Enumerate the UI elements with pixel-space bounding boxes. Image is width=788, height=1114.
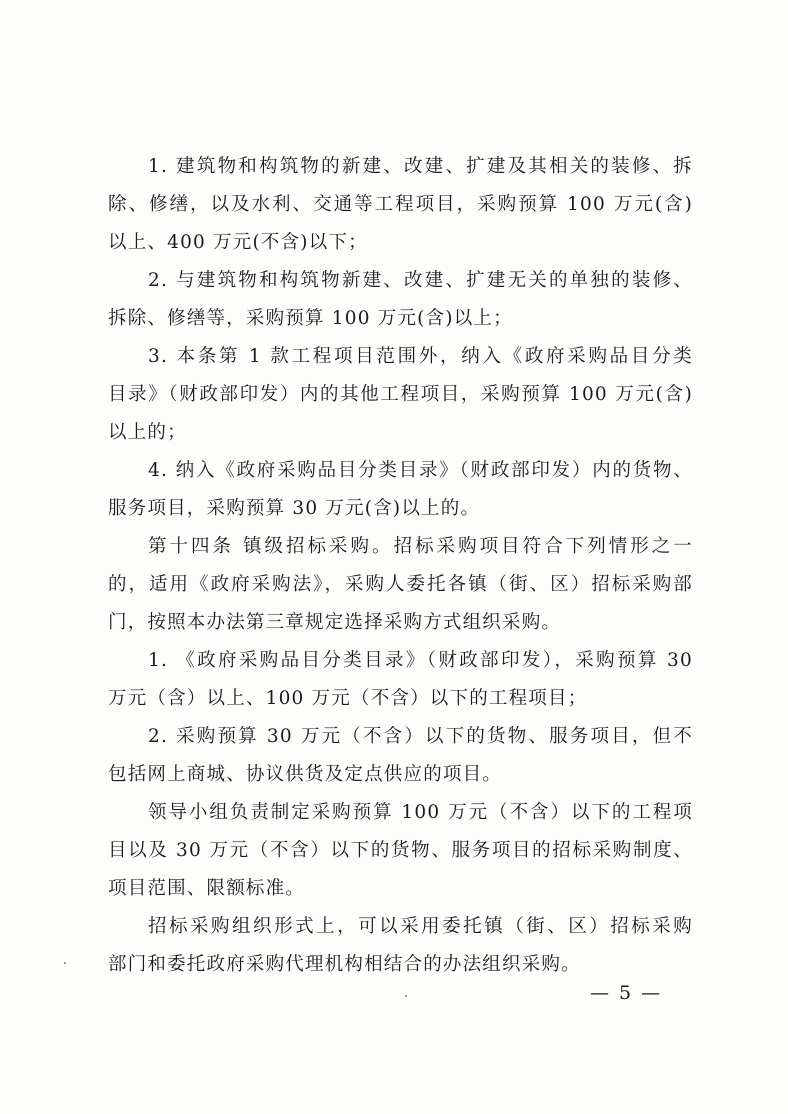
text-line: 除、修缮，以及水利、交通等工程项目，采购预算 100 万元(含) (108, 194, 693, 215)
organization-form-paragraph (108, 908, 693, 984)
text-line: 招标采购组织形式上，可以采用委托镇（街、区）招标采购 (148, 916, 693, 937)
text-line: 拆除、修缮等，采购预算 100 万元(含)以上； (108, 308, 513, 329)
page-number: — 5 — (590, 982, 663, 1004)
text-line: 万元（含）以上、100 万元（不含）以下的工程项目； (108, 688, 588, 709)
text-line: 目录》（财政部印发）内的其他工程项目，采购预算 100 万元(含) (108, 384, 694, 405)
text-line: 服务项目，采购预算 30 万元(含)以上的。 (108, 498, 481, 519)
text-line: 的，适用《政府采购法》，采购人委托各镇（街、区）招标采购部 (108, 574, 693, 595)
article-fourteen-item-2 (108, 718, 693, 794)
text-line: 1. 建筑物和构筑物的新建、改建、扩建及其相关的装修、拆 (148, 156, 693, 177)
text-line: 项目范围、限额标准。 (108, 878, 306, 899)
scan-speck (64, 962, 66, 964)
article-fourteen (108, 528, 693, 642)
text-line: 3. 本条第 1 款工程项目范围外，纳入《政府采购品目分类 (148, 346, 693, 367)
text-line: 以上的； (108, 422, 187, 443)
text-line: 以上、400 万元(不含)以下； (108, 232, 368, 253)
article-fourteen-item-1 (108, 642, 693, 718)
clause-item-2 (108, 262, 693, 338)
text-line: 2. 采购预算 30 万元（不含）以下的货物、服务项目，但不 (148, 726, 693, 747)
clause-item-3 (108, 338, 693, 452)
text-line: 门，按照本办法第三章规定选择采购方式组织采购。 (108, 612, 562, 633)
leadership-group-paragraph (108, 794, 693, 908)
clause-item-1 (108, 148, 693, 262)
article-heading-line: 第十四条 镇级招标采购。招标采购项目符合下列情形之一 (148, 536, 693, 557)
clause-item-4 (108, 452, 693, 528)
text-line: 2. 与建筑物和构筑物新建、改建、扩建无关的单独的装修、 (148, 270, 693, 291)
text-line: 领导小组负责制定采购预算 100 万元（不含）以下的工程项 (148, 802, 693, 823)
text-line: 1. 《政府采购品目分类目录》（财政部印发），采购预算 30 (148, 650, 693, 671)
scan-speck (405, 995, 407, 997)
text-line: 部门和委托政府采购代理机构相结合的办法组织采购。 (108, 954, 581, 975)
text-line: 4. 纳入《政府采购品目分类目录》（财政部印发）内的货物、 (148, 460, 693, 481)
text-line: 目以及 30 万元（不含）以下的货物、服务项目的招标采购制度、 (108, 840, 693, 861)
text-line: 包括网上商城、协议供货及定点供应的项目。 (108, 764, 503, 785)
